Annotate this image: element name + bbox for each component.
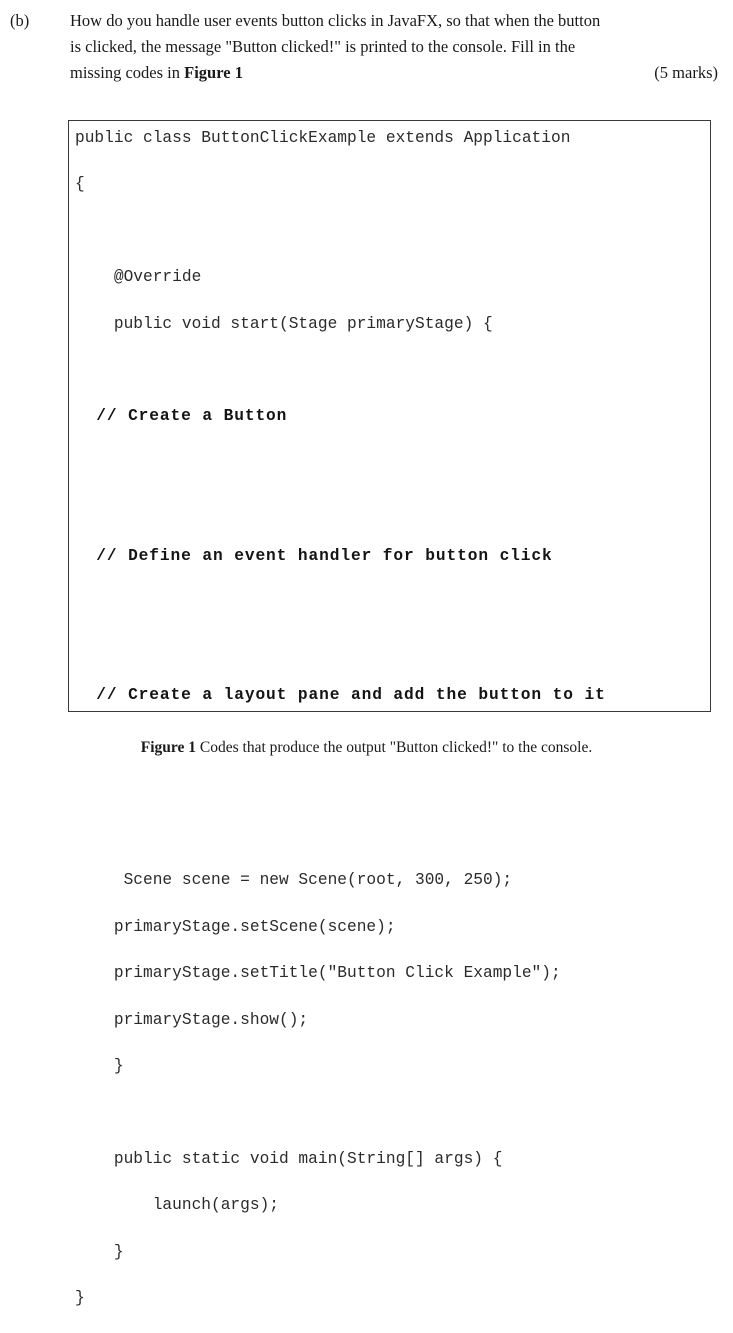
question-line-2: is clicked, the message "Button clicked!" is printed to the console. Fill in the <box>70 37 576 56</box>
question-block <box>0 8 733 86</box>
code-line: } <box>75 1289 85 1307</box>
code-blank-line <box>75 498 710 521</box>
figure-caption-label: Figure 1 <box>140 739 197 756</box>
code-line: public class ButtonClickExample extends Application <box>75 129 571 147</box>
code-blank-line <box>75 637 710 660</box>
question-label: (b) <box>10 11 30 30</box>
figure-caption-text: Codes that produce the output "Button clicked!" to the console. <box>196 739 593 756</box>
code-line: Scene scene = new Scene(root, 300, 250); <box>75 871 513 890</box>
code-blank-line <box>75 452 710 475</box>
question-text <box>70 8 733 86</box>
code-comment-line: // Define an event handler for button click <box>75 546 553 565</box>
code-line: public void start(Stage primaryStage) { <box>75 314 493 333</box>
code-line: launch(args); <box>75 1196 279 1215</box>
code-blank-line <box>75 359 710 382</box>
figure-caption <box>0 737 733 759</box>
code-blank-line <box>75 591 710 614</box>
figure-reference: Figure 1 <box>184 63 243 82</box>
code-line: } <box>75 1242 124 1261</box>
question-line-3-prefix: missing codes in <box>70 63 185 82</box>
code-line: primaryStage.setScene(scene); <box>75 917 396 936</box>
code-blank-line <box>75 1101 710 1124</box>
code-blank-line <box>75 220 710 243</box>
code-comment-line: // Create a layout pane and add the button to it <box>75 685 606 704</box>
question-row <box>0 8 733 86</box>
code-line: public static void main(String[] args) { <box>75 1149 503 1168</box>
question-line-3-text <box>70 60 243 86</box>
code-blank-line <box>75 823 710 846</box>
code-line: @Override <box>75 268 202 287</box>
question-line-3 <box>70 60 718 86</box>
code-comment-line: // Create a Button <box>75 407 288 426</box>
code-line: { <box>75 175 85 194</box>
question-line-1: How do you handle user events button clicks in JavaFX, so that when the button <box>70 11 601 30</box>
marks-allocation: (5 marks) <box>654 63 718 82</box>
code-line: primaryStage.show(); <box>75 1010 309 1029</box>
code-line: } <box>75 1056 124 1075</box>
code-blank-line <box>75 777 710 800</box>
code-line: primaryStage.setTitle("Button Click Example"); <box>75 964 561 983</box>
code-listing <box>69 121 710 1333</box>
